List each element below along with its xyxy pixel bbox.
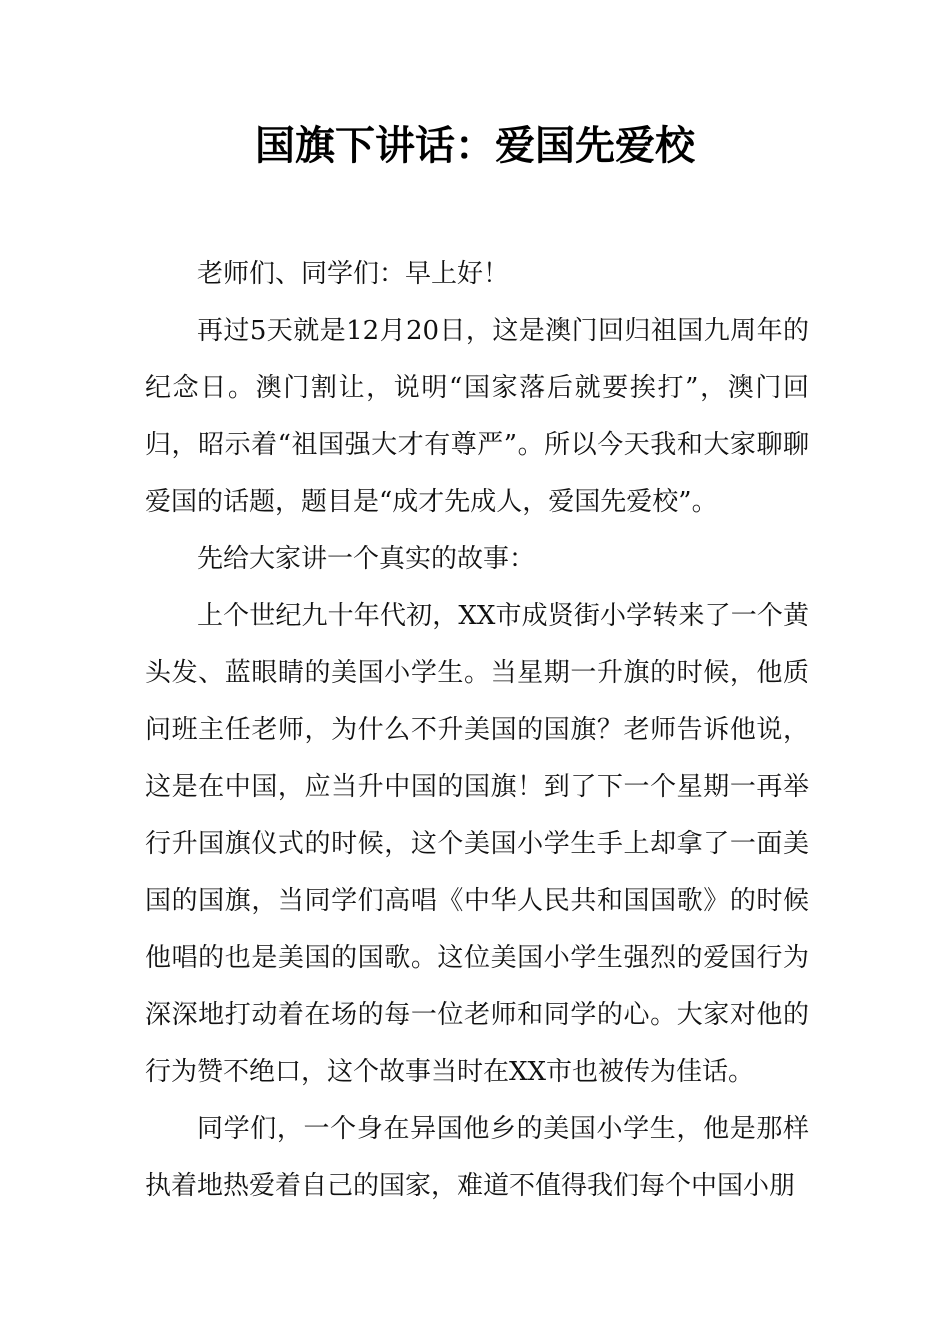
document-body bbox=[145, 246, 809, 1215]
paragraph-story-intro: 先给大家讲一个真实的故事： bbox=[197, 544, 536, 574]
document-title: 国旗下讲话：爱国先爱校 bbox=[255, 122, 695, 169]
paragraph-story: 上个世纪九十年代初，XX市成贤街小学转来了一个黄头发、蓝眼睛的美国小学生。当星期一升旗的时候，他质问班主任老师，为什么不升美国的国旗？老师告诉他说，这是在中国，应当升中国的国旗！到了下一个星期一再举行升国旗仪式的时候，这个美国小学生手上却拿了一面美国的国旗，当同学们高唱《中华人民共和国国歌》的时候他唱的也是美国的国歌。这位美国小学生强烈的爱国行为深深地打动着在场的每一位老师和同学的心。大家对他的行为赞不绝口，这个故事当时在XX市也被传为佳话。 bbox=[145, 601, 809, 1087]
paragraph-reflection: 同学们，一个身在异国他乡的美国小学生，他是那样执着地热爱着自己的国家，难道不值得我们每个中国小朋 bbox=[145, 1114, 809, 1201]
paragraph-greeting: 老师们、同学们：早上好！ bbox=[197, 259, 510, 289]
paragraph-macau-anniversary: 再过5天就是12月20日，这是澳门回归祖国九周年的纪念日。澳门割让，说明“国家落后就要挨打”，澳门回归，昭示着“祖国强大才有尊严”。所以今天我和大家聊聊爱国的话题，题目是“成才先成人，爱国先爱校”。 bbox=[145, 316, 809, 517]
